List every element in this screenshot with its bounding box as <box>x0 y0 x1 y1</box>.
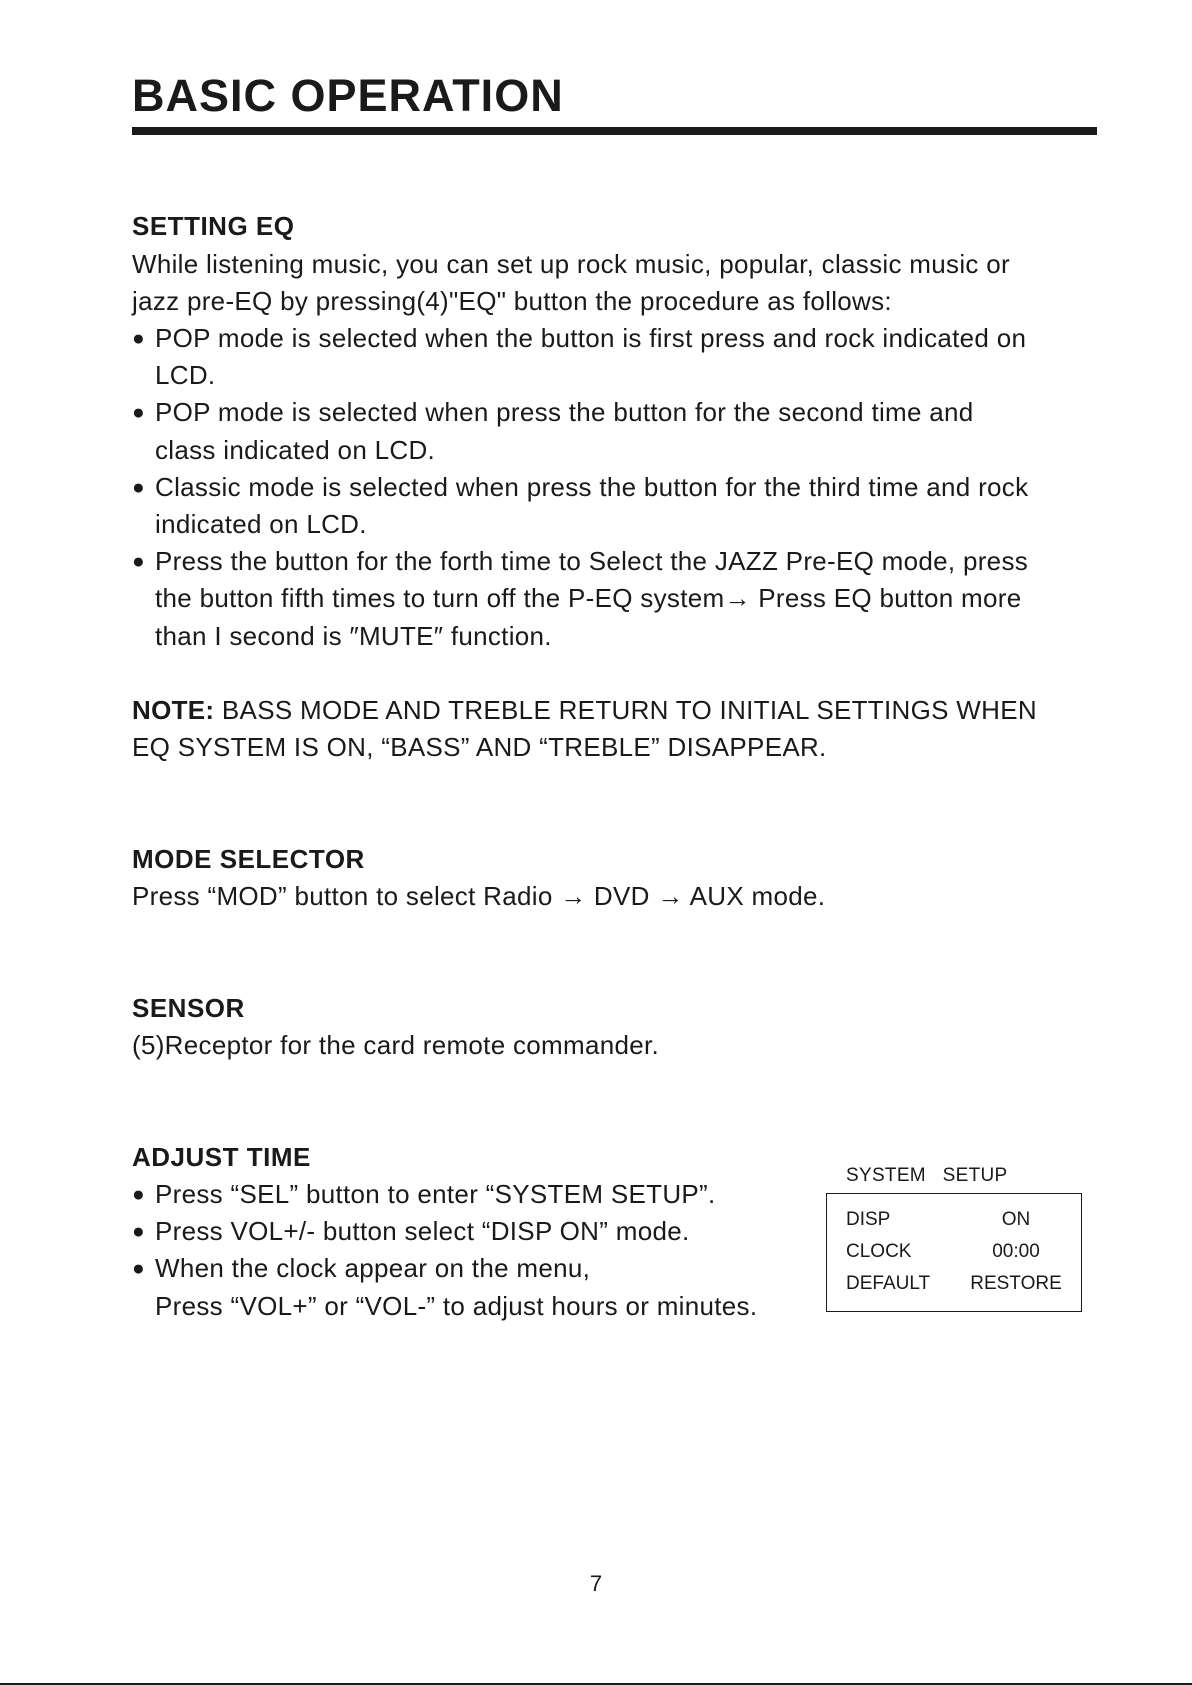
list-item-line: ● Press “SEL” button to enter “SYSTEM SETUP”. <box>155 1179 716 1209</box>
list-item <box>132 1176 757 1213</box>
mode-selector-text: Press “MOD” button to select Radio → DVD → AUX mode. <box>132 881 826 911</box>
list-item-line: ● Classic mode is selected when press the button for the third time and rock <box>155 471 1029 502</box>
list-item-line: indicated on LCD. <box>155 509 367 540</box>
lcd-menu-value: RESTORE <box>970 1273 1062 1294</box>
note-line1 <box>132 692 1037 729</box>
list-item-line: ● POP mode is selected when press the button for the second time and <box>155 397 974 428</box>
lcd-menu-label: DISP <box>846 1209 891 1230</box>
lcd-menu-row-disp <box>846 1208 1065 1232</box>
list-item-line: Press “VOL+” or “VOL-” to adjust hours or minutes. <box>155 1290 758 1321</box>
list-item-line: ● When the clock appear on the menu, <box>155 1253 591 1284</box>
note-block <box>132 692 1037 766</box>
setting-eq-list <box>132 320 1028 655</box>
setting-eq-heading: SETTING EQ <box>132 211 295 241</box>
list-item-line: ● POP mode is selected when the button is first press and rock indicated on <box>155 323 1027 353</box>
list-item-line: ● Press VOL+/- button select “DISP ON” mode. <box>155 1216 690 1247</box>
lcd-menu-label: DEFAULT <box>846 1273 931 1294</box>
lcd-menu-row-clock <box>846 1240 1065 1264</box>
lcd-menu-box <box>826 1193 1082 1312</box>
list-item <box>132 320 1028 394</box>
list-item-line: the button fifth times to turn off the P-EQ system→ Press EQ button more <box>155 583 1022 614</box>
list-item-line: than I second is ″MUTE″ function. <box>155 620 552 651</box>
adjust-time-heading: ADJUST TIME <box>132 1142 311 1172</box>
sensor-heading: SENSOR <box>132 993 245 1023</box>
title-rule <box>132 127 1097 135</box>
lcd-menu-label: CLOCK <box>846 1241 912 1262</box>
list-item-line: ● Press the button for the forth time to Select the JAZZ Pre-EQ mode, press <box>155 546 1029 577</box>
note-text: BASS MODE AND TREBLE RETURN TO INITIAL SETTINGS WHEN <box>214 695 1037 725</box>
list-item <box>132 394 1028 468</box>
lcd-menu-value: 00:00 <box>992 1241 1040 1262</box>
setting-eq-intro-line1: While listening music, you can set up rock music, popular, classic music or <box>132 249 1010 279</box>
page-title: BASIC OPERATION <box>132 70 564 121</box>
setting-eq-intro <box>132 246 1010 320</box>
note-line2: EQ SYSTEM IS ON, “BASS” AND “TREBLE” DISAPPEAR. <box>132 732 827 762</box>
list-item <box>132 543 1028 655</box>
page-number: 7 <box>589 1571 603 1596</box>
lcd-menu-value: ON <box>1001 1209 1031 1230</box>
list-item <box>132 1213 757 1250</box>
setting-eq-intro-line2: jazz pre-EQ by pressing(4)"EQ" button the procedure as follows: <box>132 286 892 316</box>
list-item-line: LCD. <box>155 360 216 391</box>
note-label: NOTE: <box>132 695 215 725</box>
lcd-menu-row-default <box>846 1272 1065 1296</box>
mode-selector-heading: MODE SELECTOR <box>132 844 365 874</box>
lcd-menu-title: SYSTEM SETUP <box>846 1165 1008 1186</box>
list-item <box>132 469 1028 543</box>
list-item-line: class indicated on LCD. <box>155 434 436 465</box>
sensor-text: (5)Receptor for the card remote commander. <box>132 1030 660 1060</box>
adjust-time-list <box>132 1176 757 1325</box>
list-item <box>132 1250 757 1324</box>
